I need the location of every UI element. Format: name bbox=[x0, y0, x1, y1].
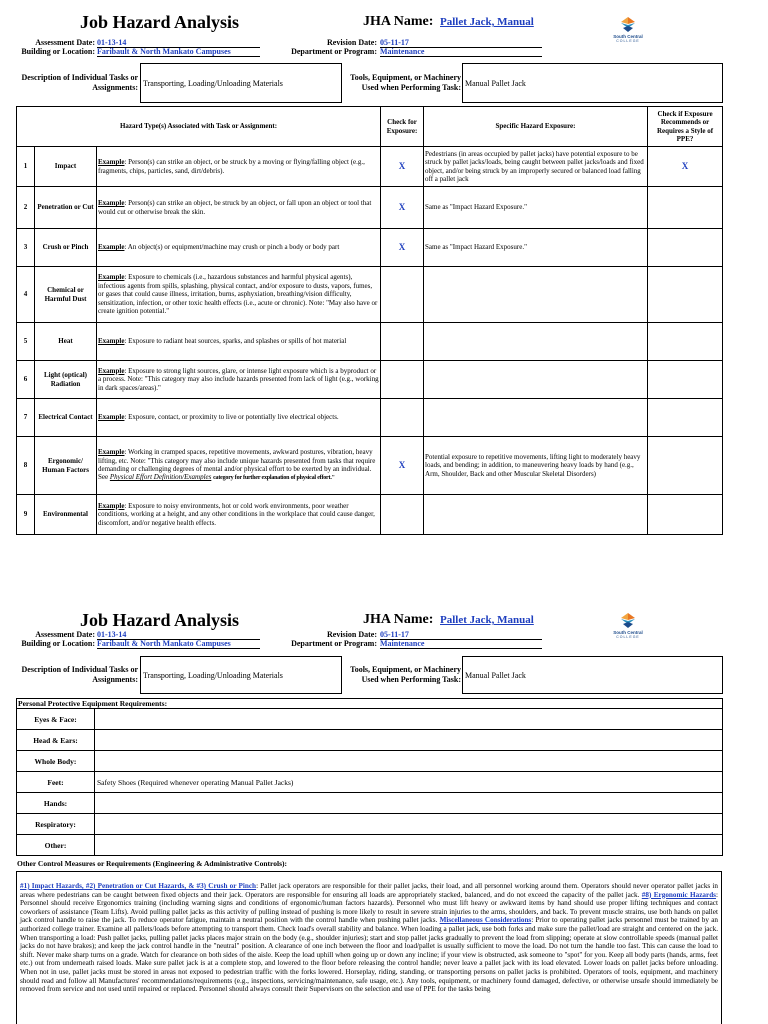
jha-name-value[interactable]: Pallet Jack, Manual bbox=[440, 16, 534, 28]
ppe-check[interactable] bbox=[648, 361, 723, 399]
revision-date-label: Revision Date: bbox=[327, 38, 377, 47]
exposure-check[interactable]: X bbox=[381, 187, 424, 229]
ppe-label: Hands: bbox=[17, 793, 95, 814]
example-label: Example bbox=[98, 243, 125, 252]
ppe-value[interactable] bbox=[95, 793, 723, 814]
controls-text-3: : Prior to operating pallet jacks personnel must be trained by an authorized college trainer. Examine all pallets/loads before attempting to transport them. Check load's overall stability and balance. When loading a pallet jack, use both forks and make sure the pallet/load are straight and centered on the jack. When transporting a load: Push pallet jacks, pulling pallet jacks places major strain on the body (e.g., shoulder injuries); start and stop pallet jacks gradually to prevent the load from slipping; operate at slow controllable speeds (manual pallet jacks do not have brakes); and keep the jack control handle in the "neutral" position. A clearance of one inch between the floor and load/pallet is usually sufficient to move the load. Do not turn the handle too fast. This can cause the load to shift. Never make sharp turns on a grade. Watch for clearance on both sides of the aisle. Keep the load uphill when going up or down any incline; if your view is obstructed, ask someone to "spot" for you. Keep all body parts (hands, arms, feet etc.) out from underneath raised loads. Make sure pallet jack is at a complete stop, and lowered to the floor before releasing the control handle; never leave a pallet jack with its load elevated. Lower loads on pallet jacks before unloading. When not in use, pallet jacks must be stored in areas not exposed to pedestrian traffic with the forks lowered. Horseplay, riding, standing, or transporting persons on pallet jacks is prohibited. Operators of tools, equipment, and machinery should read and follow all Manufactures' recommendations/requirements (e.g., inspections, servicing/maintenance, safe usage, etc.). Any tools, equipment, or machinery found damaged, defective, or otherwise unsafe should immediately be removed from service and not used until repaired or replaced. Personnel should always consult their Supervisors on the selection and use of PPE for the tasks being bbox=[20, 916, 718, 994]
tasks-section bbox=[0, 63, 768, 105]
hazard-row bbox=[17, 399, 723, 437]
hazard-example bbox=[97, 495, 381, 535]
hazard-example bbox=[97, 229, 381, 267]
description-label: Description of Individual Tasks or Assignments: bbox=[21, 665, 138, 684]
hazard-row bbox=[17, 495, 723, 535]
example-label: Example bbox=[98, 158, 125, 167]
exposure-check[interactable]: X bbox=[381, 229, 424, 267]
specific-exposure: Same as "Impact Hazard Exposure." bbox=[424, 187, 648, 229]
hazard-row bbox=[17, 229, 723, 267]
hazard-example bbox=[97, 361, 381, 399]
example-text: : Exposure to chemicals (i.e., hazardous substances and harmful physical agents), infectious agents from spills, splashing, physical contact, and/or exposure to dusts, vapors, fumes, or gases that could cause illness, irritation, burns, asphyxiation, breathing/vision difficulty, sensitization, infection, or other toxic health effects (i.e., acute or chronic). Note: "May also have or create ignition potential." bbox=[98, 273, 378, 316]
hazard-type: Light (optical) Radiation bbox=[35, 361, 97, 399]
tools-label: Tools, Equipment, or Machinery Used when Performing Task: bbox=[350, 665, 461, 684]
ppe-value[interactable] bbox=[95, 835, 723, 856]
ppe-check[interactable] bbox=[648, 267, 723, 323]
example-label: Example bbox=[98, 199, 125, 208]
example-label: Example bbox=[98, 273, 125, 282]
exposure-check[interactable] bbox=[381, 323, 424, 361]
specific-exposure bbox=[424, 399, 648, 437]
col-ppe-check: Check if Exposure Recommends or Requires a Style of PPE? bbox=[648, 107, 723, 147]
department-value: Maintenance bbox=[380, 639, 542, 649]
college-logo bbox=[598, 16, 658, 52]
controls-text bbox=[16, 871, 722, 1024]
logo-mark-icon bbox=[619, 612, 637, 630]
ppe-label: Head & Ears: bbox=[17, 730, 95, 751]
building-label: Building or Location: bbox=[21, 639, 95, 648]
hazard-type: Impact bbox=[35, 147, 97, 187]
col-check-exposure: Check for Exposure: bbox=[381, 107, 424, 147]
example-label: Example bbox=[98, 366, 125, 375]
page-2 bbox=[0, 598, 768, 1024]
example-tail: category for further explanation of physical effort." bbox=[213, 475, 335, 482]
ppe-check[interactable] bbox=[648, 495, 723, 535]
ppe-check[interactable] bbox=[648, 399, 723, 437]
assessment-date-value: 01-13-14 bbox=[97, 38, 260, 48]
building-label: Building or Location: bbox=[21, 47, 95, 56]
description-label: Description of Individual Tasks or Assignments: bbox=[21, 73, 138, 92]
assessment-date-label: Assessment Date: bbox=[35, 630, 95, 639]
ppe-check[interactable] bbox=[648, 323, 723, 361]
hazard-row bbox=[17, 361, 723, 399]
ppe-row bbox=[17, 751, 723, 772]
ppe-value[interactable]: Safety Shoes (Required whenever operating Manual Pallet Jacks) bbox=[95, 772, 723, 793]
ppe-table bbox=[16, 698, 723, 856]
tools-value: Manual Pallet Jack bbox=[462, 63, 723, 103]
example-label: Example bbox=[98, 413, 125, 422]
hazard-type: Ergonomic/ Human Factors bbox=[35, 437, 97, 495]
exposure-check[interactable] bbox=[381, 267, 424, 323]
hazard-example bbox=[97, 147, 381, 187]
ppe-row bbox=[17, 772, 723, 793]
description-value: Transporting, Loading/Unloading Materials bbox=[140, 63, 342, 103]
exposure-check[interactable]: X bbox=[381, 147, 424, 187]
logo-mark-icon bbox=[619, 16, 637, 34]
assessment-date-value: 01-13-14 bbox=[97, 630, 260, 640]
ppe-check[interactable] bbox=[648, 437, 723, 495]
col-specific-exposure: Specific Hazard Exposure: bbox=[424, 107, 648, 147]
ppe-value[interactable] bbox=[95, 751, 723, 772]
department-label: Department or Program: bbox=[291, 47, 377, 56]
ppe-label: Other: bbox=[17, 835, 95, 856]
ppe-label: Feet: bbox=[17, 772, 95, 793]
ppe-label: Respiratory: bbox=[17, 814, 95, 835]
ppe-row bbox=[17, 814, 723, 835]
ppe-heading: Personal Protective Equipment Requirements: bbox=[17, 699, 723, 709]
revision-date-value: 05-11-17 bbox=[380, 38, 542, 48]
ppe-label: Eyes & Face: bbox=[17, 709, 95, 730]
jha-name-label-2: JHA Name: bbox=[363, 612, 434, 627]
physical-effort-link[interactable]: Physical Effort Definition/Examples bbox=[109, 473, 212, 482]
hazard-number: 9 bbox=[17, 495, 35, 535]
hazard-row bbox=[17, 437, 723, 495]
ppe-value[interactable] bbox=[95, 814, 723, 835]
ergonomic-hazards-link[interactable]: #8) Ergonomic Hazards bbox=[641, 890, 716, 899]
ppe-row bbox=[17, 835, 723, 856]
hazard-number: 7 bbox=[17, 399, 35, 437]
example-text: : Exposure to noisy environments, hot or cold work environments, poor weather conditions, working at a height, and any other conditions in the workplace that could cause danger, discomfort, and/or negative health effects. bbox=[98, 501, 375, 527]
exposure-check[interactable] bbox=[381, 361, 424, 399]
hazard-example bbox=[97, 267, 381, 323]
example-text: : Person(s) can strike an object, or be struck by a moving or flying/falling object (e.g., fragments, chips, particles, sand, dirt/debris). bbox=[98, 158, 365, 175]
hazard-type: Penetration or Cut bbox=[35, 187, 97, 229]
example-text: : Exposure to radiant heat sources, sparks, and splashes or spills of hot material bbox=[124, 337, 347, 346]
col-hazard-type: Hazard Type(s) Associated with Task or Assignment: bbox=[17, 107, 381, 147]
ppe-row bbox=[17, 793, 723, 814]
hazard-number: 3 bbox=[17, 229, 35, 267]
jha-name-value-2[interactable]: Pallet Jack, Manual bbox=[440, 614, 534, 626]
ppe-check[interactable]: X bbox=[648, 147, 723, 187]
college-logo-2 bbox=[598, 612, 658, 648]
department-value: Maintenance bbox=[380, 47, 542, 57]
building-value: Faribault & North Mankato Campuses bbox=[97, 639, 260, 649]
exposure-check[interactable] bbox=[381, 495, 424, 535]
ppe-check[interactable] bbox=[648, 187, 723, 229]
hazard-number: 1 bbox=[17, 147, 35, 187]
hazard-number: 5 bbox=[17, 323, 35, 361]
department-label: Department or Program: bbox=[291, 639, 377, 648]
misc-considerations-link[interactable]: Miscellaneous Considerations bbox=[439, 916, 532, 925]
example-text: : Exposure to strong light sources, glare, or intense light exposure which is a byproduct or a process. Note: "This category may also include hazards presented from lack of light (e.g., working in dark spaces/areas)." bbox=[98, 366, 379, 392]
ppe-value[interactable] bbox=[95, 709, 723, 730]
tools-value: Manual Pallet Jack bbox=[462, 656, 723, 694]
hazard-example bbox=[97, 399, 381, 437]
specific-exposure: Same as "Impact Hazard Exposure." bbox=[424, 229, 648, 267]
tools-label: Tools, Equipment, or Machinery Used when Performing Task: bbox=[350, 73, 461, 92]
hazard-type: Crush or Pinch bbox=[35, 229, 97, 267]
logo-subtext: COLLEGE bbox=[616, 39, 640, 43]
logo-subtext: COLLEGE bbox=[616, 635, 640, 639]
example-text: : Working in cramped spaces, repetitive movements, awkward postures, vibration, heavy lifting, etc. Note: "This category may also include unique hazards presented from tasks that require demanding or challenging degrees of mental and/or physical effort to be exerted by an individual. See bbox=[98, 448, 376, 482]
hazard-number: 8 bbox=[17, 437, 35, 495]
specific-exposure bbox=[424, 267, 648, 323]
impact-hazards-link[interactable]: #1) Impact Hazards, #2) Penetration or Cut Hazards, & #3) Crush or Pinch bbox=[20, 882, 257, 890]
specific-exposure: Pedestrians (in areas occupied by pallet jacks) have potential exposure to be struck by pallet jacks/loads, being caught between pallet jacks/loads and fixed object, and/or being struck by an improperly secured or balanced load falling off a pallet jack bbox=[424, 147, 648, 187]
hazard-number: 2 bbox=[17, 187, 35, 229]
specific-exposure bbox=[424, 323, 648, 361]
location-row-2 bbox=[0, 639, 600, 649]
example-label: Example bbox=[98, 448, 125, 457]
hazard-example bbox=[97, 187, 381, 229]
ppe-label: Whole Body: bbox=[17, 751, 95, 772]
hazard-row bbox=[17, 267, 723, 323]
hazard-row bbox=[17, 323, 723, 361]
exposure-check[interactable]: X bbox=[381, 437, 424, 495]
exposure-check[interactable] bbox=[381, 399, 424, 437]
specific-exposure: Potential exposure to repetitive movements, lifting light to moderately heavy loads, and bending; in addition, to maneuvering heavy loads by hand (e.g., Arm, Shoulder, Back and other Muscular Skeletal Disorders) bbox=[424, 437, 648, 495]
building-value: Faribault & North Mankato Campuses bbox=[97, 47, 260, 57]
hazard-table bbox=[16, 106, 723, 535]
example-text: : Exposure, contact, or proximity to live or potentially live electrical objects. bbox=[124, 413, 339, 422]
jha-name-label: JHA Name: bbox=[363, 14, 434, 29]
hazard-example bbox=[97, 437, 381, 495]
controls-heading: Other Control Measures or Requirements (Engineering & Administrative Controls): bbox=[17, 859, 287, 868]
example-text: : Person(s) can strike an object, be struck by an object, or fall upon an object or tool that would cut or otherwise break the skin. bbox=[98, 199, 372, 216]
page-title: Job Hazard Analysis bbox=[80, 12, 240, 32]
hazard-row bbox=[17, 147, 723, 187]
hazard-type: Heat bbox=[35, 323, 97, 361]
tasks-section-2 bbox=[0, 656, 768, 696]
description-value: Transporting, Loading/Unloading Materials bbox=[140, 656, 342, 694]
page-title-2: Job Hazard Analysis bbox=[80, 610, 240, 630]
hazard-example bbox=[97, 323, 381, 361]
hazard-table-header bbox=[17, 107, 723, 147]
location-row bbox=[0, 47, 600, 57]
hazard-number: 6 bbox=[17, 361, 35, 399]
hazard-number: 4 bbox=[17, 267, 35, 323]
revision-date-value: 05-11-17 bbox=[380, 630, 542, 640]
example-label: Example bbox=[98, 501, 125, 510]
ppe-check[interactable] bbox=[648, 229, 723, 267]
hazard-type: Environmental bbox=[35, 495, 97, 535]
hazard-type: Electrical Contact bbox=[35, 399, 97, 437]
ppe-row bbox=[17, 730, 723, 751]
hazard-row bbox=[17, 187, 723, 229]
specific-exposure bbox=[424, 361, 648, 399]
ppe-value[interactable] bbox=[95, 730, 723, 751]
controls-text-2: : Personnel should receive Ergonomics training (including warning signs and conditions of ergonomic/human factors hazards). Personnel who must lift heavy or awkward items by hand should use proper lifting techniques and contact coworkers of assistance (Team Lifts). Avoid pulling pallet jacks as this activity of pulling instead of pushing is more likely to result in severe strain injuries to the arms, shoulders, and back. To prevent muscle strains, use both hands on pallet jack control handle to raise the jack. To reduce operator fatigue, maintain a neutral position with the control handle when pushing pallet jacks. bbox=[20, 890, 718, 925]
example-label: Example bbox=[98, 337, 125, 346]
controls-text-1: : Pallet jack operators are responsible for their pallet jacks, their load, and all personnel working around them. Operators should never operator pallet jacks in areas where pedestrians can be caught between fixed objects and their jack. Operators are responsible for ensuring all loads are appropriately stacked, balanced, and do not exceed the capacity of the pallet jack. bbox=[20, 882, 719, 899]
assessment-date-label: Assessment Date: bbox=[35, 38, 95, 47]
hazard-type: Chemical or Harmful Dust bbox=[35, 267, 97, 323]
specific-exposure bbox=[424, 495, 648, 535]
ppe-row bbox=[17, 709, 723, 730]
revision-date-label: Revision Date: bbox=[327, 630, 377, 639]
logo-text: South Central bbox=[613, 630, 643, 635]
example-text: : An object(s) or equipment/machine may crush or pinch a body or body part bbox=[124, 243, 340, 252]
logo-text: South Central bbox=[613, 34, 643, 39]
